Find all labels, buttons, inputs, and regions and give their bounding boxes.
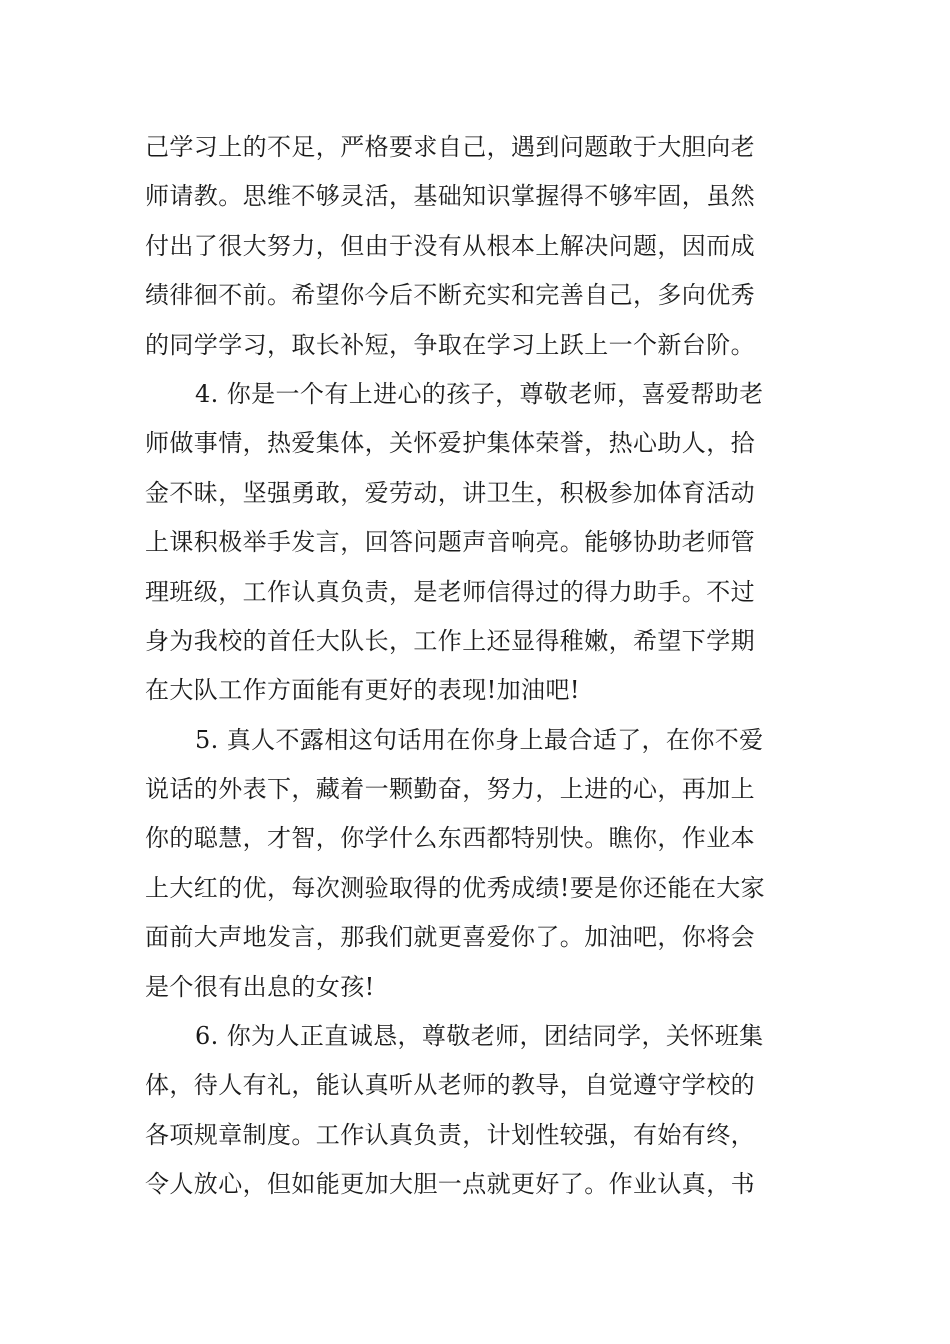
text-line: 说话的外表下，藏着一颗勤奋，努力，上进的心，再加上	[145, 775, 755, 804]
text-line: 面前大声地发言，那我们就更喜爱你了。加油吧，你将会	[145, 923, 755, 952]
text-line: 的同学学习，取长补短，争取在学习上跃上一个新台阶。	[145, 330, 755, 359]
text-line: 绩徘徊不前。希望你今后不断充实和完善自己，多向优秀	[145, 281, 755, 310]
text-line: 令人放心，但如能更加大胆一点就更好了。作业认真，书	[145, 1170, 755, 1199]
text-line: 金不昧，坚强勇敢，爱劳动，讲卫生，积极参加体育活动	[145, 478, 755, 507]
paragraph-5-first-line: 5. 真人不露相这句话用在你身上最合适了，在你不爱	[195, 725, 764, 754]
text-line: 各项规章制度。工作认真负责，计划性较强，有始有终，	[145, 1120, 755, 1149]
text-line: 上大红的优，每次测验取得的优秀成绩!要是你还能在大家	[145, 873, 766, 902]
body-text	[145, 123, 810, 1210]
text-line: 师做事情，热爱集体，关怀爱护集体荣誉，热心助人，拾	[145, 429, 755, 458]
paragraph-6-first-line: 6. 你为人正直诚恳，尊敬老师，团结同学，关怀班集	[195, 1022, 764, 1051]
text-line: 己学习上的不足，严格要求自己，遇到问题敢于大胆向老	[145, 133, 755, 161]
text-line: 理班级，工作认真负责，是老师信得过的得力助手。不过	[145, 577, 755, 606]
text-line: 上课积极举手发言，回答问题声音响亮。能够协助老师管	[145, 528, 755, 557]
text-line: 在大队工作方面能有更好的表现!加油吧!	[145, 676, 580, 705]
text-line: 你的聪慧，才智，你学什么东西都特别快。瞧你，作业本	[145, 824, 755, 853]
text-line: 付出了很大努力，但由于没有从根本上解决问题，因而成	[145, 231, 755, 260]
paragraph-4-first-line: 4. 你是一个有上进心的孩子，尊敬老师，喜爱帮助老	[195, 379, 764, 408]
text-line: 身为我校的首任大队长，工作上还显得稚嫩，希望下学期	[145, 626, 755, 655]
text-line: 师请教。思维不够灵活，基础知识掌握得不够牢固，虽然	[145, 182, 755, 211]
text-line: 体，待人有礼，能认真听从老师的教导，自觉遵守学校的	[145, 1071, 755, 1100]
text-line: 是个很有出息的女孩!	[145, 972, 375, 1001]
